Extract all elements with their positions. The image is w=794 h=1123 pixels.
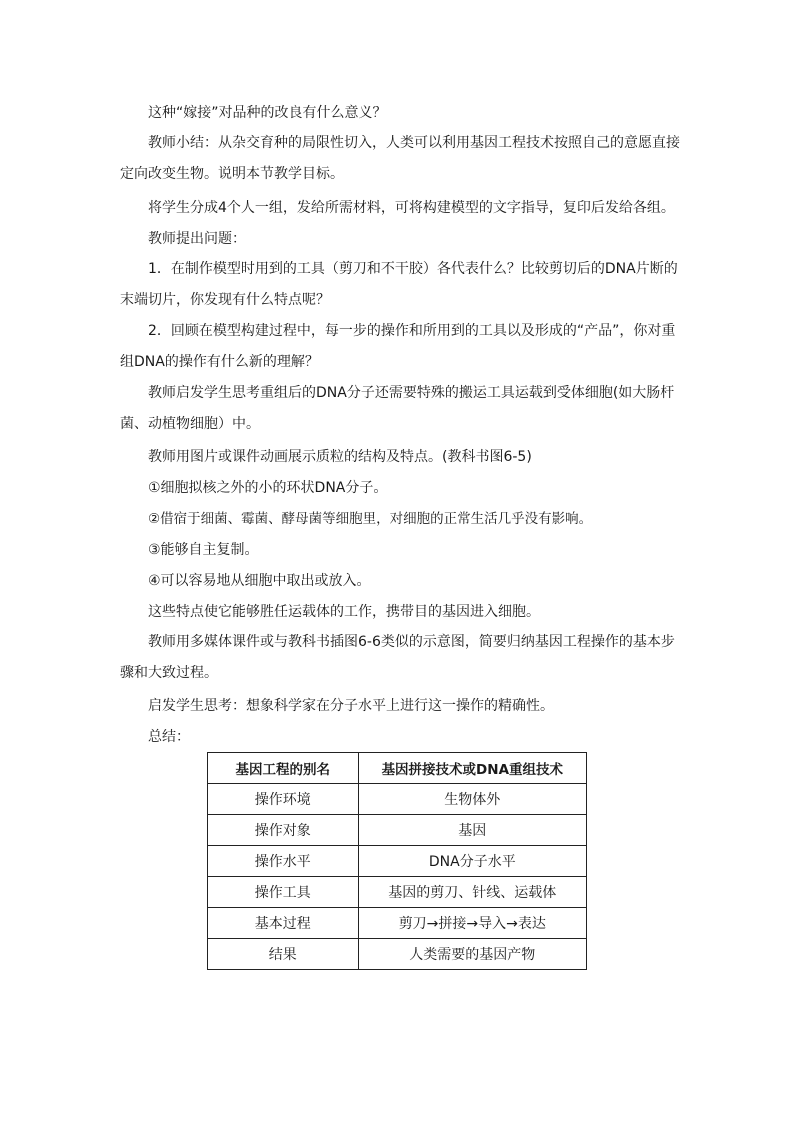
- table-row: [208, 846, 587, 877]
- plasmid-feature-3: ③能够自主复制。: [148, 542, 259, 558]
- table-cell-value: 剪刀→拼接→导入→表达: [358, 908, 586, 939]
- table-row: [208, 877, 587, 908]
- paragraph-process-summary: 教师用多媒体课件或与教科书插图6-6类似的示意图，简要归纳基因工程操作的基本步骤和大致过程。: [120, 634, 675, 681]
- table-cell-label: 基因工程的别名: [208, 753, 359, 784]
- plasmid-feature-4: ④可以容易地从细胞中取出或放入。: [148, 573, 371, 589]
- paragraph-precision-thinking: 启发学生思考：想象科学家在分子水平上进行这一操作的精确性。: [148, 698, 554, 714]
- plasmid-feature-1: ①细胞拟核之外的小的环状DNA分子。: [148, 480, 388, 496]
- table-cell-value: 基因: [358, 815, 586, 846]
- table-cell-value: 基因拼接技术或DNA重组技术: [358, 753, 586, 784]
- table-row: [208, 908, 587, 939]
- table-cell-label: 操作水平: [208, 846, 359, 877]
- paragraph-question: 这种“嫁接”对品种的改良有什么意义？: [148, 105, 387, 121]
- question-item-2: 2．回顾在模型构建过程中，每一步的操作和所用到的工具以及形成的“产品”，你对重组DNA的操作有什么新的理解？: [120, 323, 676, 370]
- paragraph-plasmid-display: 教师用图片或课件动画展示质粒的结构及特点。(教科书图6-5): [148, 449, 532, 465]
- paragraph-vector-suitability: 这些特点使它能够胜任运载体的工作，携带目的基因进入细胞。: [148, 604, 540, 620]
- summary-table: [207, 752, 587, 970]
- question-item-1: 1．在制作模型时用到的工具（剪刀和不干胶）各代表什么？比较剪切后的DNA片断的末端切片，你发现有什么特点呢？: [120, 261, 678, 308]
- table-cell-label: 基本过程: [208, 908, 359, 939]
- table-row: [208, 939, 587, 970]
- paragraph-teacher-summary: 教师小结：从杂交育种的局限性切入，人类可以利用基因工程技术按照自己的意愿直接定向改变生物。说明本节教学目标。: [120, 135, 680, 182]
- paragraph-vector-intro: 教师启发学生思考重组后的DNA分子还需要特殊的搬运工具运载到受体细胞(如大肠杆菌、动植物细胞）中。: [120, 385, 675, 432]
- plasmid-feature-2: ②借宿于细菌、霉菌、酵母菌等细胞里，对细胞的正常生活几乎没有影响。: [148, 511, 593, 527]
- paragraph-grouping: 将学生分成4个人一组，发给所需材料，可将构建模型的文字指导，复印后发给各组。: [148, 200, 675, 216]
- paragraph-teacher-questions: 教师提出问题：: [148, 231, 246, 247]
- table-row: [208, 753, 587, 784]
- paragraph-conclusion-label: 总结：: [148, 729, 190, 745]
- table-cell-value: 人类需要的基因产物: [358, 939, 586, 970]
- table-cell-label: 操作对象: [208, 815, 359, 846]
- table-cell-label: 操作工具: [208, 877, 359, 908]
- table-cell-value: 生物体外: [358, 784, 586, 815]
- table-cell-label: 操作环境: [208, 784, 359, 815]
- table-cell-value: 基因的剪刀、针线、运载体: [358, 877, 586, 908]
- table-row: [208, 784, 587, 815]
- table-row: [208, 815, 587, 846]
- table-cell-value: DNA分子水平: [358, 846, 586, 877]
- table-cell-label: 结果: [208, 939, 359, 970]
